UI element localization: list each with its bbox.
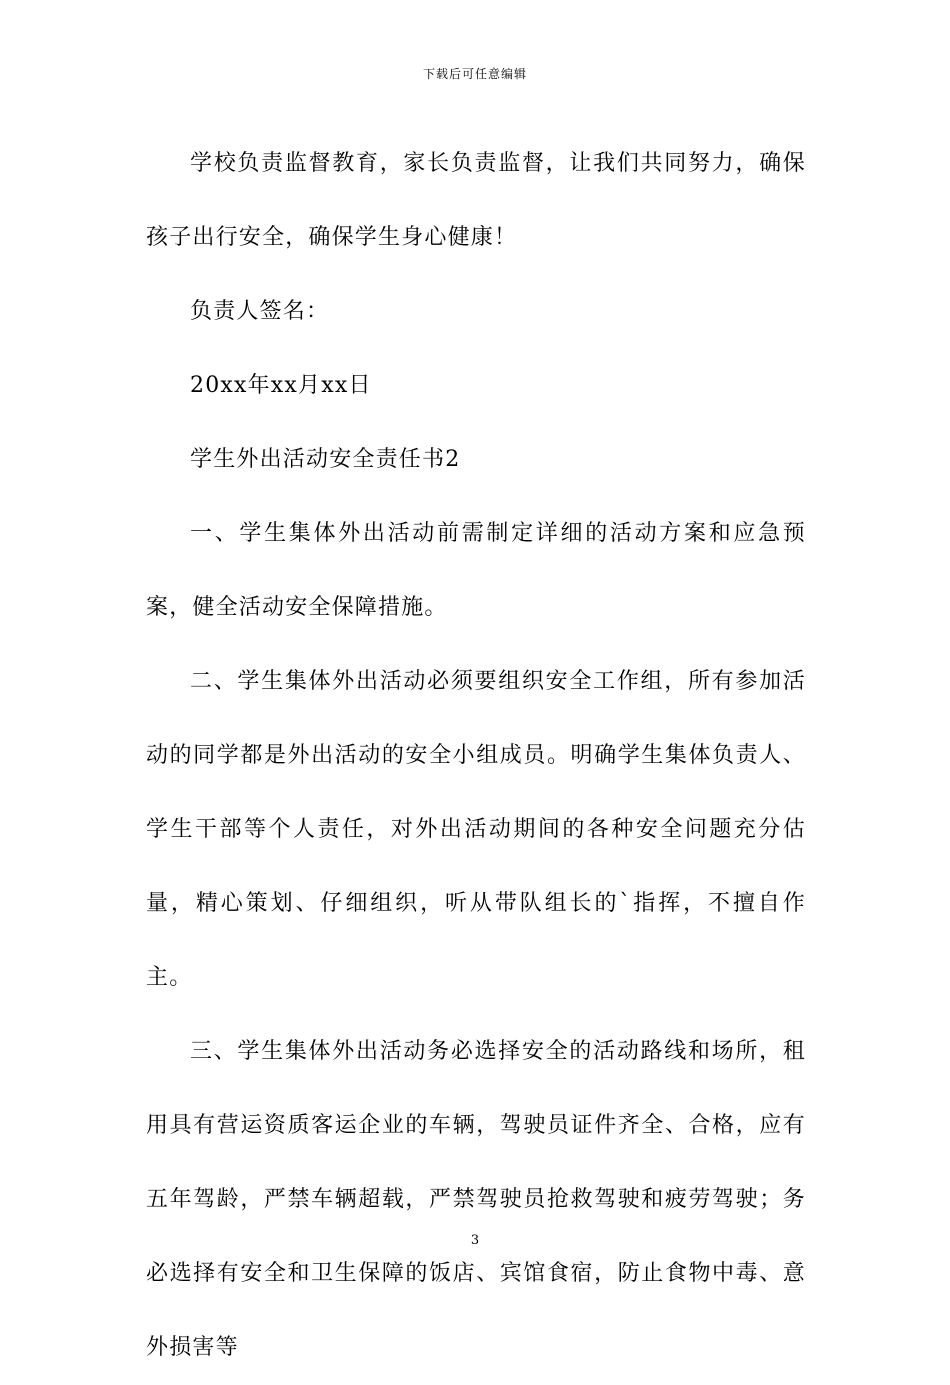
page-header: 下载后可任意编辑	[422, 67, 527, 81]
paragraph-item-1: 一、学生集体外出活动前需制定详细的活动方案和应急预案，健全活动安全保障措施。	[146, 521, 806, 620]
paragraph-closing-statement: 学校负责监督教育，家长负责监督，让我们共同努力，确保孩子出行安全，确保学生身心健康！	[146, 151, 806, 250]
paragraph-date: 20xx年xx月xx日	[190, 373, 372, 398]
paragraph-item-3: 三、学生集体外出活动务必选择安全的活动路线和场所，租用具有营运资质客运企业的车辆，驾驶员证件齐全、合格，应有五年驾龄，严禁车辆超载，严禁驾驶员抢救驾驶和疲劳驾驶；务必选择有安全和卫生保障的饭店、宾馆食宿，防止食物中毒、意外损害等	[146, 1039, 806, 1360]
paragraph-signature-label: 负责人签名：	[190, 299, 330, 324]
section-title: 学生外出活动安全责任书2	[190, 447, 461, 472]
page-number: 3	[470, 1233, 480, 1248]
document-body	[146, 127, 806, 1385]
paragraph-item-2: 二、学生集体外出活动必须要组织安全工作组，所有参加活动的同学都是外出活动的安全小组成员。明确学生集体负责人、学生干部等个人责任，对外出活动期间的各种安全问题充分估量，精心策划、仔细组织，听从带队组长的`指挥，不擅自作主。	[146, 669, 806, 990]
